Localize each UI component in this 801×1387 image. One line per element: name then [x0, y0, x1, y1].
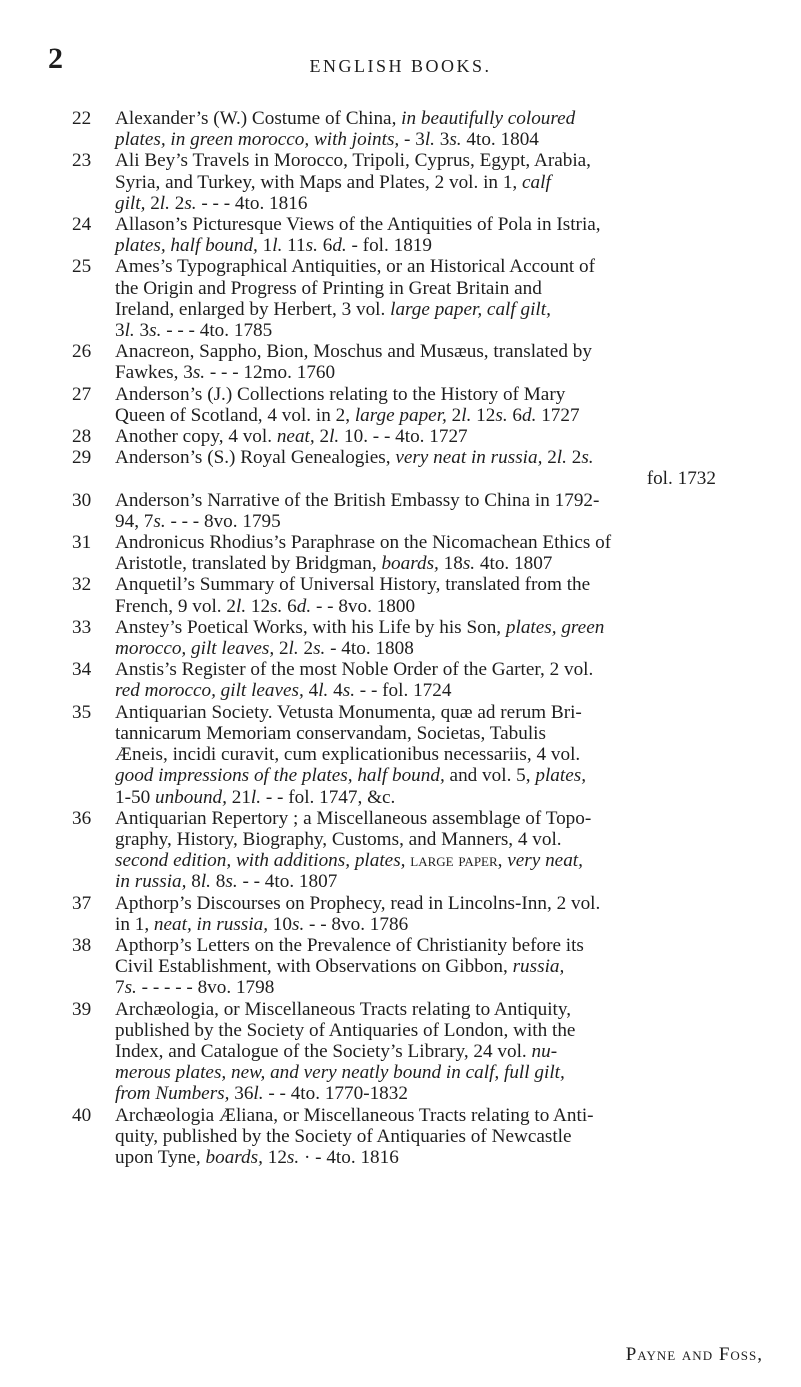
- entry-text: - - 4to. 1770-1832: [263, 1083, 408, 1105]
- entry-text: upon Tyne,: [115, 1146, 206, 1168]
- entry-text: - - - - - 8vo. 1798: [136, 977, 275, 999]
- entry-line: [115, 362, 742, 383]
- entry-line: [115, 278, 742, 299]
- entry-text: - - 8vo. 1786: [304, 913, 409, 935]
- entry-line: [115, 490, 742, 511]
- entry-text: Ali Bey’s Travels in Morocco, Tripoli, Cyprus, Egypt, Arabia,: [115, 150, 591, 172]
- italic-text: d.: [522, 404, 537, 426]
- entry-line: [115, 426, 742, 447]
- italic-text: s.: [449, 129, 462, 151]
- entry-text: Fawkes, 3: [115, 362, 193, 384]
- entry-text: 2: [542, 447, 557, 469]
- entry-text: - fol. 1819: [346, 235, 432, 257]
- entry-line: [115, 468, 742, 489]
- entry-line: [115, 808, 742, 829]
- italic-text: in beautifully coloured: [401, 108, 576, 129]
- entry-line: [115, 1041, 742, 1062]
- italic-text: s.: [291, 913, 305, 935]
- catalogue-entry: [74, 935, 742, 999]
- entry-text: 3: [134, 320, 150, 342]
- entry-text: 1: [257, 235, 273, 257]
- entry-text: Archæologia Æliana, or Miscellaneous Tracts relating to Anti-: [115, 1104, 594, 1126]
- italic-text: merous plates, new, and very neatly bound in calf, full gilt,: [115, 1062, 565, 1084]
- italic-text: l.: [556, 447, 567, 469]
- entry-number: 23: [72, 150, 92, 172]
- entry-number: 27: [72, 383, 92, 405]
- entry-text: in 1,: [115, 913, 154, 935]
- catalogue-entry: [74, 808, 742, 893]
- entry-text: fol. 1732: [646, 468, 716, 490]
- italic-text: s.: [286, 1146, 300, 1168]
- catalogue-entry: [74, 702, 742, 808]
- entry-number: 31: [72, 532, 92, 554]
- entry-number: 24: [72, 214, 92, 236]
- catalogue-entry: [74, 214, 742, 256]
- italic-text: l.: [124, 320, 135, 342]
- entry-line: [115, 299, 742, 320]
- entry-text: - - - 8vo. 1795: [165, 510, 281, 532]
- page-number: 2: [48, 42, 63, 75]
- italic-text: l.: [318, 680, 329, 702]
- entry-line: [115, 320, 742, 341]
- catalogue-entry: [74, 1105, 742, 1169]
- entry-text: 4: [303, 680, 319, 702]
- entry-line: [115, 214, 742, 235]
- entry-text: 18: [438, 553, 463, 575]
- entry-text: 7: [115, 977, 125, 999]
- entry-text: 6: [507, 404, 523, 426]
- entry-list: [74, 108, 742, 1168]
- entry-text: 2: [145, 192, 160, 214]
- entry-text: - - - 4to. 1816: [196, 192, 308, 214]
- italic-text: d.: [296, 595, 312, 617]
- italic-text: plates, in green morocco, with joints,: [115, 129, 400, 151]
- entry-text: Anquetil’s Summary of Universal History, translated from the: [115, 574, 591, 596]
- italic-text: s.: [124, 977, 137, 999]
- italic-text: neat, in russia,: [153, 913, 268, 935]
- italic-text: s.: [581, 447, 594, 469]
- italic-text: s.: [495, 404, 508, 426]
- entry-line: [115, 702, 742, 723]
- italic-text: morocco, gilt leaves,: [115, 638, 275, 660]
- entry-number: 32: [72, 574, 92, 596]
- italic-text: s.: [153, 510, 166, 532]
- entry-text: Ames’s Typographical Antiquities, or an Historical Account of: [115, 256, 596, 278]
- entry-text: Another copy, 4 vol.: [115, 426, 277, 448]
- entry-line: [115, 129, 742, 150]
- entry-text: Civil Establishment, with Observations on Gibbon,: [115, 956, 513, 978]
- italic-text: d.: [332, 235, 347, 257]
- entry-text: 2: [566, 447, 582, 469]
- entry-text: 94, 7: [115, 510, 154, 532]
- entry-line: [115, 787, 742, 808]
- entry-number: 40: [72, 1104, 92, 1126]
- entry-line: [115, 574, 742, 595]
- catalogue-entry: [74, 447, 742, 489]
- italic-text: s.: [184, 192, 197, 214]
- italic-text: l.: [159, 192, 170, 214]
- entry-line: [115, 108, 742, 129]
- entry-line: [115, 914, 742, 935]
- entry-text: Apthorp’s Letters on the Prevalence of Christianity before its: [115, 934, 584, 956]
- italic-text: s.: [149, 320, 162, 342]
- italic-text: s.: [192, 362, 206, 384]
- entry-number: 38: [72, 934, 92, 956]
- entry-number: 26: [72, 341, 92, 363]
- entry-line: [115, 1020, 742, 1041]
- entry-text: Allason’s Picturesque Views of the Antiquities of Pola in Istria,: [115, 214, 601, 236]
- italic-text: very neat,: [507, 850, 583, 872]
- entry-line: [115, 935, 742, 956]
- entry-text: French, 9 vol. 2: [115, 595, 236, 617]
- italic-text: l.: [200, 871, 211, 893]
- entry-number: 35: [72, 701, 92, 723]
- entry-line: [115, 893, 742, 914]
- italic-text: l.: [288, 638, 299, 660]
- catalogue-entry: [74, 150, 742, 214]
- entry-line: [115, 447, 742, 468]
- italic-text: gilt,: [115, 192, 146, 214]
- entry-line: [115, 1147, 742, 1168]
- italic-text: l.: [235, 595, 247, 617]
- entry-text: 2: [298, 638, 314, 660]
- entry-line: [115, 553, 742, 574]
- entry-text: - 3: [399, 129, 425, 151]
- italic-text: large paper, calf gilt,: [390, 298, 551, 320]
- entry-text: 4: [328, 680, 343, 702]
- entry-text: 2: [314, 426, 330, 448]
- entry-line: [115, 999, 742, 1020]
- entry-text: - - fol. 1724: [355, 680, 452, 702]
- entry-text: Syria, and Turkey, with Maps and Plates, 2 vol. in 1,: [115, 171, 523, 193]
- entry-line: [115, 193, 742, 214]
- italic-text: boards,: [381, 553, 439, 575]
- entry-text: 10: [268, 913, 292, 935]
- catalogue-entry: [74, 617, 742, 659]
- entry-text: Anderson’s (S.) Royal Genealogies,: [115, 447, 396, 469]
- italic-text: very neat in russia,: [395, 447, 543, 469]
- italic-text: s.: [270, 595, 283, 617]
- entry-text: tannicarum Memoriam conservandam, Societas, Tabulis: [115, 722, 546, 744]
- entry-line: [115, 1105, 742, 1126]
- italic-text: plates,: [535, 765, 586, 787]
- entry-line: [115, 829, 742, 850]
- catalogue-entry: [74, 574, 742, 616]
- entry-text: - - 4to. 1807: [237, 871, 338, 893]
- entry-text: quity, published by the Society of Antiquaries of Newcastle: [115, 1125, 572, 1147]
- entry-line: [115, 172, 742, 193]
- italic-text: s.: [462, 553, 476, 575]
- entry-line: [115, 405, 742, 426]
- entry-text: 2: [446, 404, 462, 426]
- italic-text: second edition, with additions, plates,: [115, 850, 406, 872]
- italic-text: calf: [522, 171, 551, 193]
- italic-text: russia,: [512, 956, 565, 978]
- entry-text: 6: [282, 595, 297, 617]
- catalogue-entry: [74, 659, 742, 701]
- italic-text: s.: [305, 235, 318, 257]
- entry-text: 6: [317, 235, 333, 257]
- entry-text: Apthorp’s Discourses on Prophecy, read in Lincolns-Inn, 2 vol.: [115, 892, 601, 914]
- entry-line: [115, 638, 742, 659]
- catalogue-entry: [74, 341, 742, 383]
- entry-text: Queen of Scotland, 4 vol. in 2,: [115, 404, 355, 426]
- entry-text: 2: [274, 638, 289, 660]
- italic-text: boards,: [205, 1146, 263, 1168]
- catalogue-entry: [74, 108, 742, 150]
- italic-text: l.: [272, 235, 283, 257]
- italic-text: plates, half bound,: [115, 235, 258, 257]
- entry-text: Andronicus Rhodius’s Paraphrase on the Nicomachean Ethics of: [115, 532, 612, 554]
- entry-text: 12: [262, 1146, 287, 1168]
- entry-text: Anacreon, Sappho, Bion, Moschus and Musæus, translated by: [115, 341, 592, 363]
- entry-line: [115, 1062, 742, 1083]
- italic-text: good impressions of the plates, half bound,: [115, 765, 445, 787]
- catalogue-entry: [74, 893, 742, 935]
- entry-text: 21: [226, 786, 251, 808]
- entry-text: large paper,: [410, 850, 503, 872]
- entry-number: 28: [72, 426, 92, 448]
- entry-text: 4to. 1807: [475, 553, 553, 575]
- entry-line: [115, 256, 742, 277]
- catalogue-entry: [74, 999, 742, 1105]
- italic-text: in russia,: [115, 871, 187, 893]
- catalogue-entry: [74, 384, 742, 426]
- entry-text: 36: [229, 1083, 254, 1105]
- entry-text: Anderson’s (J.) Collections relating to the History of Mary: [115, 383, 566, 405]
- entry-number: 29: [72, 447, 92, 469]
- entry-text: 8: [210, 871, 226, 893]
- entry-line: [115, 871, 742, 892]
- italic-text: l.: [424, 129, 435, 151]
- entry-text: · - 4to. 1816: [299, 1146, 399, 1168]
- entry-text: - - - 4to. 1785: [161, 320, 273, 342]
- entry-number: 33: [72, 616, 92, 638]
- entry-text: Anstey’s Poetical Works, with his Life by his Son,: [115, 616, 506, 638]
- italic-text: l.: [461, 404, 472, 426]
- italic-text: l.: [253, 1083, 264, 1105]
- running-head: ENGLISH BOOKS.: [309, 56, 492, 76]
- entry-line: [115, 744, 742, 765]
- italic-text: s.: [342, 680, 355, 702]
- entry-line: [115, 977, 742, 998]
- entry-number: 25: [72, 256, 92, 278]
- entry-text: 2: [169, 192, 185, 214]
- entry-text: 12: [246, 595, 271, 617]
- entry-text: Antiquarian Repertory ; a Miscellaneous assemblage of Topo-: [115, 807, 592, 829]
- entry-text: Alexander’s (W.) Costume of China,: [115, 108, 402, 129]
- entry-text: 3: [434, 129, 450, 151]
- catchword: Payne and Foss,: [625, 1344, 763, 1365]
- entry-line: [115, 235, 742, 256]
- entry-line: [115, 680, 742, 701]
- entry-line: [115, 956, 742, 977]
- italic-text: s.: [313, 638, 326, 660]
- entry-line: [115, 1126, 742, 1147]
- entry-line: [115, 850, 742, 871]
- entry-text: - - fol. 1747, &c.: [261, 786, 396, 808]
- entry-line: [115, 511, 742, 532]
- entry-text: 4to. 1804: [461, 129, 539, 151]
- entry-text: 11: [282, 235, 306, 257]
- italic-text: large paper,: [354, 404, 447, 426]
- entry-text: and vol. 5,: [444, 765, 536, 787]
- entry-text: Anderson’s Narrative of the British Embassy to China in 1792-: [115, 489, 600, 511]
- entry-line: [115, 532, 742, 553]
- entry-line: [115, 659, 742, 680]
- entry-text: Aristotle, translated by Bridgman,: [115, 553, 382, 575]
- entry-number: 36: [72, 807, 92, 829]
- entry-text: 1-50: [115, 786, 155, 808]
- catalogue-entry: [74, 426, 742, 447]
- italic-text: neat,: [276, 426, 315, 448]
- catalogue-entry: [74, 532, 742, 574]
- entry-text: Anstis’s Register of the most Noble Order of the Garter, 2 vol.: [115, 659, 594, 681]
- entry-line: [115, 341, 742, 362]
- entry-text: graphy, History, Biography, Customs, and Manners, 4 vol.: [115, 828, 562, 850]
- entry-line: [115, 723, 742, 744]
- italic-text: unbound,: [154, 786, 227, 808]
- entry-text: - 4to. 1808: [325, 638, 414, 660]
- entry-text: Antiquarian Society. Vetusta Monumenta, quæ ad rerum Bri-: [115, 701, 582, 723]
- italic-text: nu-: [531, 1040, 558, 1062]
- entry-line: [115, 150, 742, 171]
- entry-number: 39: [72, 998, 92, 1020]
- entry-text: 12: [471, 404, 496, 426]
- italic-text: red morocco, gilt leaves,: [115, 680, 304, 702]
- entry-text: the Origin and Progress of Printing in Great Britain and: [115, 277, 542, 299]
- entry-text: Ireland, enlarged by Herbert, 3 vol.: [115, 298, 391, 320]
- entry-number: 30: [72, 489, 92, 511]
- italic-text: plates, green: [505, 616, 605, 638]
- entry-number: 37: [72, 892, 92, 914]
- italic-text: l.: [250, 786, 262, 808]
- italic-text: from Numbers,: [115, 1083, 230, 1105]
- entry-line: [115, 1083, 742, 1104]
- entry-line: [115, 384, 742, 405]
- entry-line: [115, 765, 742, 786]
- entry-text: - - - 12mo. 1760: [205, 362, 336, 384]
- entry-number: 22: [72, 108, 92, 129]
- entry-text: - - 8vo. 1800: [311, 595, 416, 617]
- italic-text: l.: [329, 426, 340, 448]
- entry-text: Archæologia, or Miscellaneous Tracts relating to Antiquity,: [115, 998, 572, 1020]
- entry-text: 3: [115, 320, 125, 342]
- entry-line: [115, 617, 742, 638]
- entry-text: 10. - - 4to. 1727: [339, 426, 468, 448]
- entry-line: [115, 596, 742, 617]
- catalogue-entry: [74, 256, 742, 341]
- entry-text: published by the Society of Antiquaries of London, with the: [115, 1019, 576, 1041]
- italic-text: s.: [225, 871, 238, 893]
- entry-text: Æneis, incidi curavit, cum explicationibus necessariis, 4 vol.: [115, 744, 581, 766]
- entry-text: Index, and Catalogue of the Society’s Library, 24 vol.: [115, 1040, 532, 1062]
- entry-text: 8: [186, 871, 201, 893]
- entry-text: 1727: [536, 404, 580, 426]
- catalogue-entry: [74, 490, 742, 532]
- entry-number: 34: [72, 659, 92, 681]
